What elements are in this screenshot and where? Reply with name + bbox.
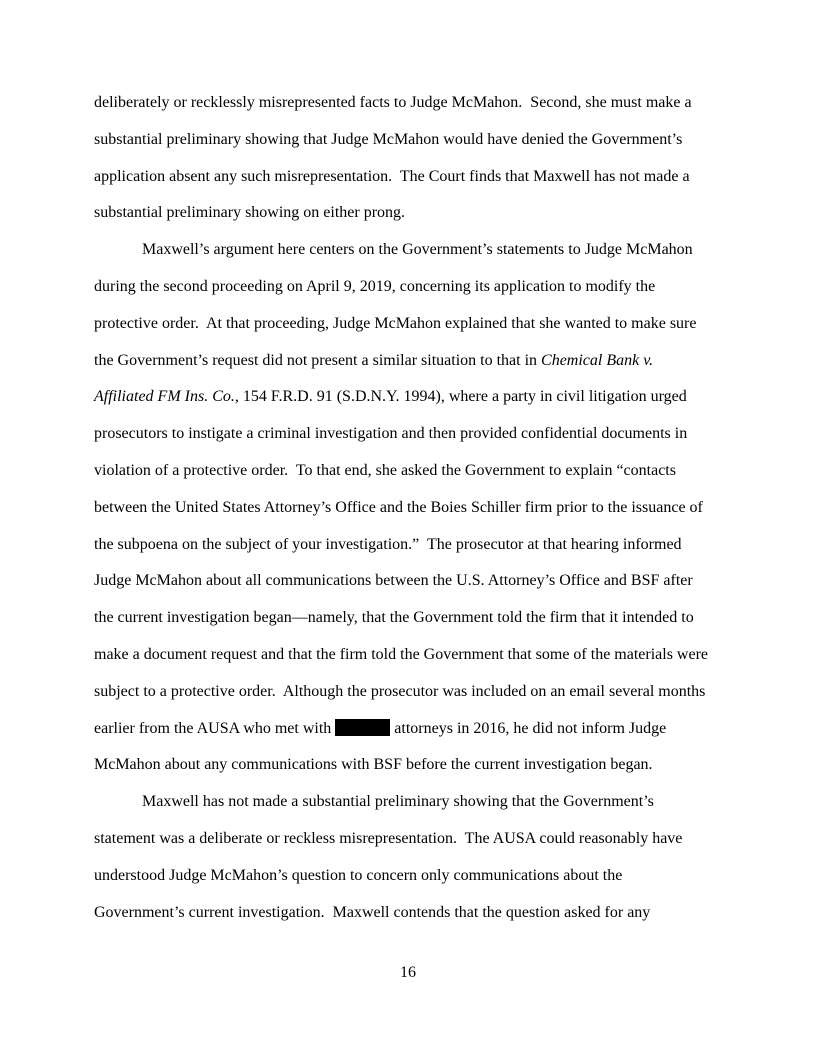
text-line: [94, 453, 754, 490]
text-segment: Government’s current investigation. Maxwell contends that the question asked for any: [94, 903, 651, 921]
text-line: [94, 269, 754, 306]
text-line: [94, 563, 754, 600]
text-line: [94, 232, 754, 269]
text-segment: the current investigation began—namely, that the Government told the firm that it intended to: [94, 609, 694, 627]
text-segment: protective order. At that proceeding, Judge McMahon explained that she wanted to make sure: [94, 314, 697, 332]
text-segment: Maxwell’s argument here centers on the Government’s statements to Judge McMahon: [142, 241, 693, 259]
text-line: [94, 637, 754, 674]
text-segment: earlier from the AUSA who met with: [94, 719, 336, 737]
text-segment: the Government’s request did not present a similar situation to that in: [94, 351, 542, 369]
text-segment: between the United States Attorney’s Office and the Boies Schiller firm prior to the issuance of: [94, 498, 703, 516]
text-segment: attorneys in 2016, he did not inform Judge: [390, 719, 667, 737]
text-segment: McMahon about any communications with BSF before the current investigation began.: [94, 756, 653, 774]
text-segment: application absent any such misrepresentation. The Court finds that Maxwell has not made a: [94, 167, 690, 185]
redaction-box: [335, 719, 390, 736]
text-line: [94, 527, 754, 564]
text-line: [94, 674, 754, 711]
case-citation: Chemical Bank v.: [541, 351, 654, 369]
text-line: [94, 343, 754, 380]
text-line: [94, 85, 754, 122]
text-line: [94, 159, 754, 196]
text-line: [94, 895, 754, 932]
text-line: [94, 195, 754, 232]
text-segment: statement was a deliberate or reckless misrepresentation. The AUSA could reasonably have: [94, 829, 683, 847]
text-line: [94, 747, 754, 784]
text-line: [94, 711, 754, 748]
text-segment: subject to a protective order. Although the prosecutor was included on an email several months: [94, 682, 706, 700]
text-segment: make a document request and that the firm told the Government that some of the materials were: [94, 645, 709, 663]
text-segment: the subpoena on the subject of your investigation.” The prosecutor at that hearing informed: [94, 535, 682, 553]
text-segment: violation of a protective order. To that end, she asked the Government to explain “contacts: [94, 461, 676, 479]
text-segment: substantial preliminary showing on either prong.: [94, 204, 406, 222]
text-line: [94, 490, 754, 527]
text-segment: substantial preliminary showing that Judge McMahon would have denied the Government’s: [94, 130, 683, 148]
text-line: [94, 416, 754, 453]
text-line: [94, 858, 754, 895]
document-body: [94, 85, 754, 931]
text-segment: during the second proceeding on April 9, 2019, concerning its application to modify the: [94, 277, 656, 295]
text-segment: Maxwell has not made a substantial preliminary showing that the Government’s: [142, 793, 654, 811]
case-citation: Affiliated FM Ins. Co.: [94, 388, 235, 406]
text-line: [94, 784, 754, 821]
text-segment: prosecutors to instigate a criminal investigation and then provided confidential documents in: [94, 425, 688, 443]
text-segment: deliberately or recklessly misrepresented facts to Judge McMahon. Second, she must make a: [94, 94, 692, 111]
text-line: [94, 306, 754, 343]
text-line: [94, 122, 754, 159]
text-line: [94, 379, 754, 416]
text-line: [94, 600, 754, 637]
text-segment: Judge McMahon about all communications between the U.S. Attorney’s Office and BSF after: [94, 572, 693, 590]
text-segment: understood Judge McMahon’s question to concern only communications about the: [94, 866, 623, 884]
text-segment: , 154 F.R.D. 91 (S.D.N.Y. 1994), where a party in civil litigation urged: [234, 388, 687, 406]
text-line: [94, 821, 754, 858]
page-number: 16: [400, 964, 416, 981]
